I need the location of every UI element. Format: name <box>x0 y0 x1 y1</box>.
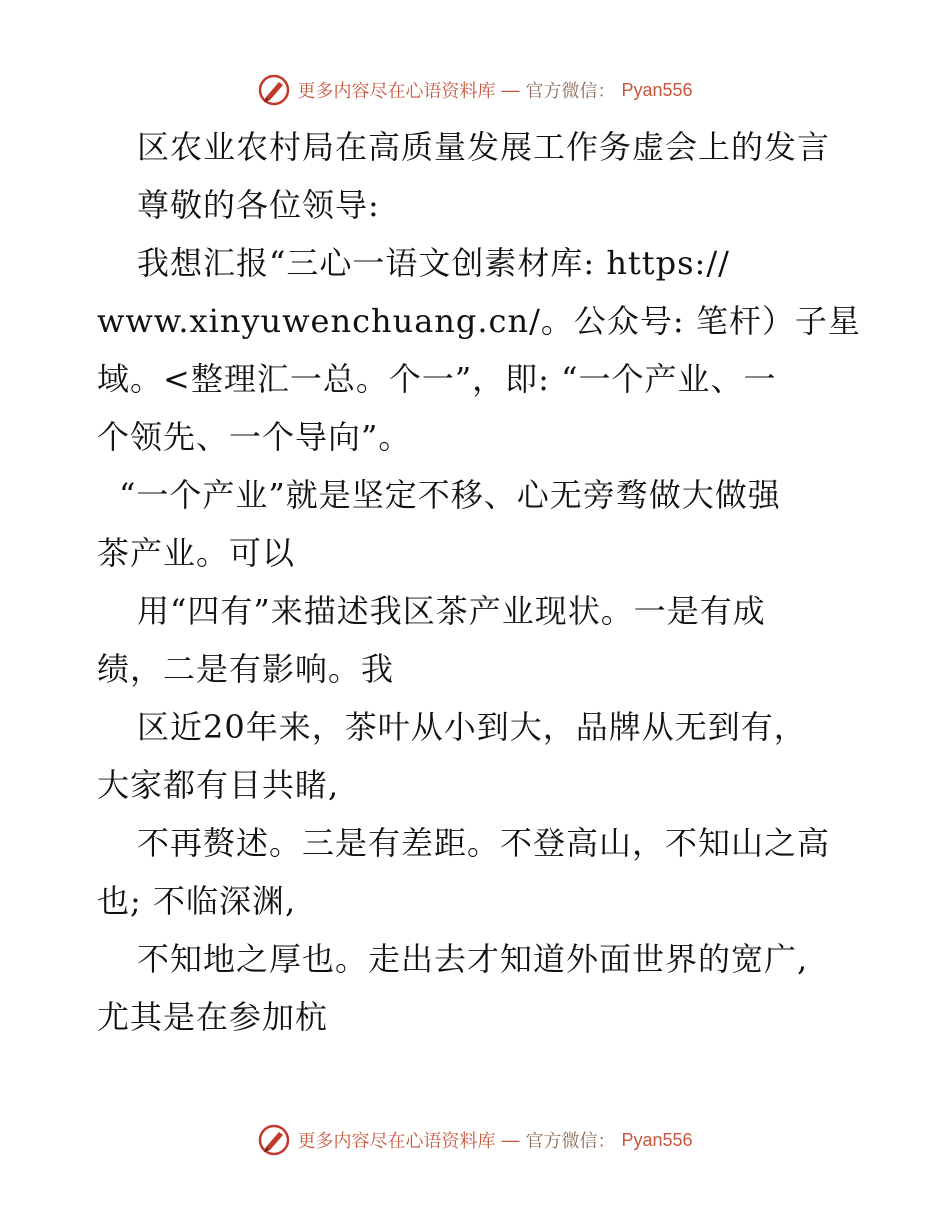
salutation: 尊敬的各位领导: <box>137 186 380 224</box>
page-footer <box>0 1120 950 1160</box>
paragraph-line: www.xinyuwenchuang.cn/。公众号: 笔杆）子星 <box>97 302 861 340</box>
paragraph-line: 我想汇报“三心一语文创素材库: https:// <box>137 244 730 282</box>
pen-seal-icon <box>257 1123 291 1157</box>
header-wechat-id: Pyan556 <box>621 79 693 100</box>
document-body <box>97 118 861 1046</box>
paragraph-line: 用“四有”来描述我区茶产业现状。一是有成 <box>137 592 766 630</box>
paragraph-line: 不再赘述。三是有差距。不登高山，不知山之高 <box>137 824 831 862</box>
document-title: 区农业农村局在高质量发展工作务虚会上的发言 <box>137 128 831 166</box>
footer-dash: — <box>501 1129 520 1150</box>
footer-banner[interactable] <box>257 1123 692 1157</box>
paragraph-line: 也; 不临深渊, <box>97 882 297 920</box>
paragraph-line: 尤其是在参加杭 <box>97 998 329 1036</box>
header-banner[interactable] <box>257 73 692 107</box>
page-header <box>0 70 950 110</box>
paragraph-line: 不知地之厚也。走出去才知道外面世界的宽广, <box>137 940 809 978</box>
header-wechat-label: 官方微信： <box>525 81 616 101</box>
paragraph-line: 绩，二是有影响。我 <box>97 650 395 688</box>
paragraph-line: 茶产业。可以 <box>97 534 296 572</box>
pen-seal-icon <box>257 73 291 107</box>
paragraph-line: 区近20年来，茶叶从小到大，品牌从无到有， <box>137 708 807 746</box>
paragraph-line: “一个产业”就是坚定不移、心无旁骛做大做强 <box>119 476 781 514</box>
header-site-text: 更多内容尽在心语资料库 <box>297 81 496 101</box>
footer-wechat-id: Pyan556 <box>621 1129 693 1150</box>
footer-site-text: 更多内容尽在心语资料库 <box>297 1131 496 1151</box>
paragraph-line: 域。<整理汇一总。个一”，即: “一个产业、一 <box>97 360 777 398</box>
paragraph-line: 个领先、一个导向”。 <box>97 418 412 456</box>
footer-wechat-label: 官方微信： <box>525 1131 616 1151</box>
header-dash: — <box>501 79 520 100</box>
paragraph-line: 大家都有目共睹, <box>97 766 340 804</box>
